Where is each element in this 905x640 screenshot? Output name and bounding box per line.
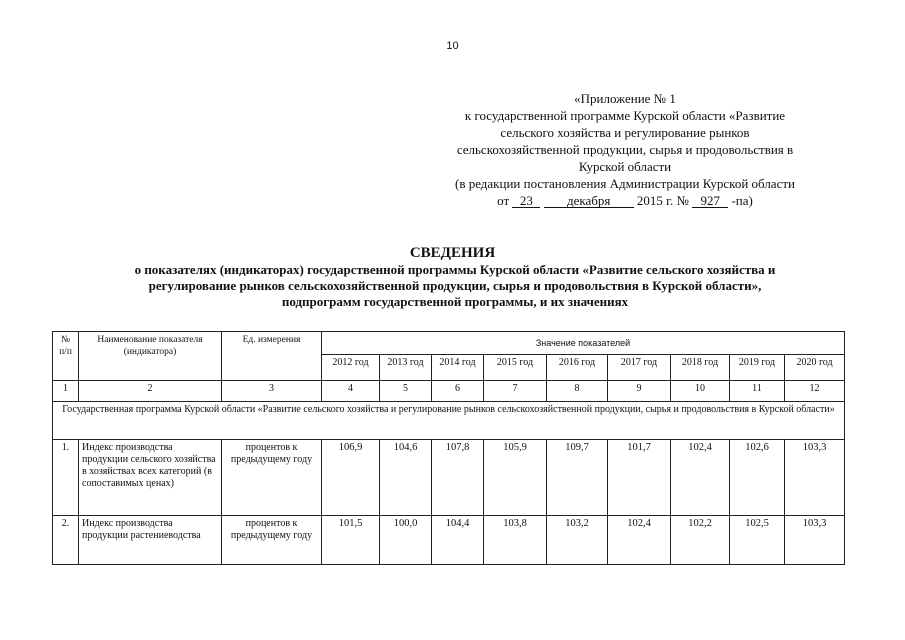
row-number: 2. bbox=[53, 516, 79, 565]
appendix-line: к государственной программе Курской области «Развитие bbox=[464, 108, 786, 123]
indicator-value: 104,4 bbox=[432, 516, 484, 565]
indicator-value: 104,6 bbox=[380, 440, 432, 516]
header-unit: Ед. измерения bbox=[222, 332, 322, 381]
column-number: 11 bbox=[730, 381, 785, 402]
column-numbers-row bbox=[53, 381, 845, 402]
date-prefix: от bbox=[497, 193, 510, 208]
header-year: 2020 год bbox=[785, 355, 845, 381]
number-suffix: -па) bbox=[731, 193, 753, 208]
header-year: 2015 год bbox=[484, 355, 547, 381]
column-number: 4 bbox=[322, 381, 380, 402]
column-number: 10 bbox=[671, 381, 730, 402]
indicator-value: 102,6 bbox=[730, 440, 785, 516]
appendix-date-line bbox=[400, 192, 850, 209]
header-num: № п/п bbox=[53, 332, 79, 381]
program-title: Государственная программа Курской области «Развитие сельского хозяйства и регулирование рынков сельскохозяйственной продукции, сырья и продовольствия в Курской области» bbox=[53, 402, 845, 440]
appendix-line: сельского хозяйства и регулирование рынков bbox=[500, 125, 750, 140]
indicator-value: 107,8 bbox=[432, 440, 484, 516]
program-row bbox=[53, 402, 845, 440]
column-number: 6 bbox=[432, 381, 484, 402]
indicator-value: 102,2 bbox=[671, 516, 730, 565]
indicator-name: Индекс производства продукции сельского хозяйства в хозяйствах всех категорий (в сопоставимых ценах) bbox=[79, 440, 222, 516]
indicator-value: 103,3 bbox=[785, 440, 845, 516]
header-year: 2014 год bbox=[432, 355, 484, 381]
indicator-unit: процентов к предыдущему году bbox=[222, 516, 322, 565]
subtitle-line: регулирование рынков сельскохозяйственной продукции, сырья и продовольствия в Курской области», bbox=[148, 278, 762, 293]
appendix-line: «Приложение № 1 bbox=[574, 91, 676, 106]
column-number: 12 bbox=[785, 381, 845, 402]
indicator-value: 101,7 bbox=[608, 440, 671, 516]
indicator-value: 101,5 bbox=[322, 516, 380, 565]
indicator-value: 105,9 bbox=[484, 440, 547, 516]
indicator-name: Индекс производства продукции растениеводства bbox=[79, 516, 222, 565]
date-year: 2015 г. № bbox=[636, 193, 689, 208]
indicator-value: 103,3 bbox=[785, 516, 845, 565]
subtitle-line: подпрограмм государственной программы, и их значениях bbox=[281, 294, 629, 309]
header-row bbox=[53, 332, 845, 355]
indicator-value: 103,2 bbox=[547, 516, 608, 565]
column-number: 8 bbox=[547, 381, 608, 402]
column-number: 2 bbox=[79, 381, 222, 402]
indicator-unit: процентов к предыдущему году bbox=[222, 440, 322, 516]
header-year: 2013 год bbox=[380, 355, 432, 381]
column-number: 9 bbox=[608, 381, 671, 402]
indicator-value: 102,4 bbox=[671, 440, 730, 516]
column-number: 3 bbox=[222, 381, 322, 402]
document-title: СВЕДЕНИЯ bbox=[409, 245, 496, 261]
indicator-value: 103,8 bbox=[484, 516, 547, 565]
table-row bbox=[53, 516, 845, 565]
indicator-value: 109,7 bbox=[547, 440, 608, 516]
page-number: 10 bbox=[446, 40, 459, 52]
indicator-value: 102,4 bbox=[608, 516, 671, 565]
header-year: 2018 год bbox=[671, 355, 730, 381]
resolution-number: 927 bbox=[692, 194, 728, 208]
appendix-line: (в редакции постановления Администрации Курской области bbox=[454, 176, 795, 191]
appendix-line: Курской области bbox=[578, 159, 672, 174]
date-day: 23 bbox=[512, 194, 540, 208]
header-name: Наименование показателя (индикатора) bbox=[79, 332, 222, 381]
subtitle-line: о показателях (индикаторах) государственной программы Курской области «Развитие сельского хозяйства и bbox=[134, 262, 776, 277]
header-year: 2017 год bbox=[608, 355, 671, 381]
header-year: 2012 год bbox=[322, 355, 380, 381]
column-number: 1 bbox=[53, 381, 79, 402]
row-number: 1. bbox=[53, 440, 79, 516]
column-number: 5 bbox=[380, 381, 432, 402]
header-year: 2016 год bbox=[547, 355, 608, 381]
indicator-value: 106,9 bbox=[322, 440, 380, 516]
table-row bbox=[53, 440, 845, 516]
indicators-table bbox=[52, 331, 845, 565]
document-subtitle bbox=[75, 262, 835, 310]
header-year: 2019 год bbox=[730, 355, 785, 381]
date-month: декабря bbox=[544, 194, 634, 208]
header-value-group: Значение показателей bbox=[322, 332, 845, 355]
appendix-line: сельскохозяйственной продукции, сырья и продовольствия в bbox=[456, 142, 794, 157]
indicator-value: 100,0 bbox=[380, 516, 432, 565]
column-number: 7 bbox=[484, 381, 547, 402]
appendix-header bbox=[400, 90, 850, 209]
indicator-value: 102,5 bbox=[730, 516, 785, 565]
